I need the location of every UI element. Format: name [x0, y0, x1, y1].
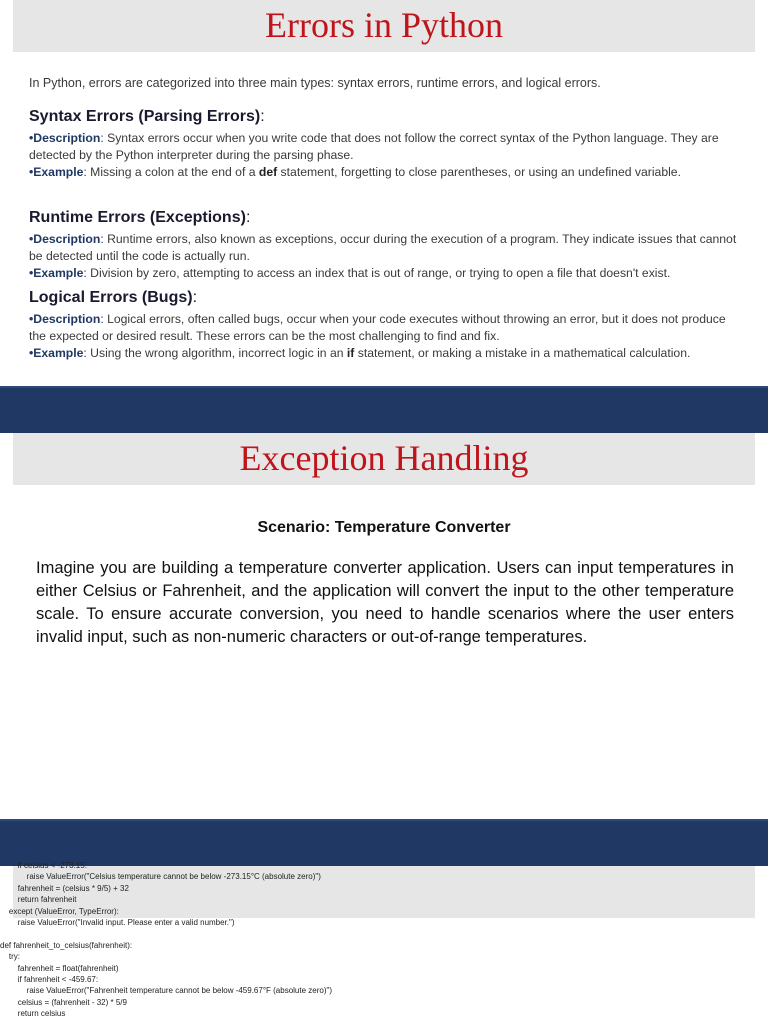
code-line: fahrenheit = (celsius * 9/5) + 32	[0, 883, 129, 893]
code-line: def fahrenheit_to_celsius(fahrenheit):	[0, 940, 133, 950]
code-line: fahrenheit = float(fahrenheit)	[0, 963, 119, 973]
scenario-description: Imagine you are building a temperature converter application. Users can input temperatures in either Celsius or Fahrenheit, and the application will convert the input to the other temperature scale. To ensure accurate conversion, you need to handle scenarios where the user enters invalid input, such as non-numeric characters or out-of-range temperatures.	[36, 559, 734, 646]
code-line: return celsius	[0, 1009, 66, 1019]
code-line: return fahrenheit	[0, 895, 77, 905]
code-line: raise ValueError("Invalid input. Please enter a valid number.")	[0, 918, 235, 928]
section-heading: Logical Errors (Bugs):	[29, 289, 198, 306]
code-line: if fahrenheit < -459.67:	[0, 975, 99, 985]
slide-separator-band	[0, 386, 768, 433]
code-line: raise ValueError("Celsius temperature cannot be below -273.15°C (absolute zero)")	[0, 872, 321, 882]
description-paragraph: •Description: Logical errors, often called bugs, occur when your code executes without throwing an error, but it does not produce the expected or desired result. These errors can be the most challenging to find and fix.	[29, 312, 726, 343]
slide-title: Errors in Python	[13, 0, 755, 52]
code-line: except (ValueError, TypeError):	[0, 906, 119, 916]
code-block	[0, 860, 768, 1020]
slide-code-example	[0, 861, 768, 1024]
example-paragraph: •Example: Missing a colon at the end of a def statement, forgetting to close parentheses, or using an undefined variable.	[29, 165, 681, 179]
slide-errors-in-python	[0, 0, 768, 386]
section-heading: Syntax Errors (Parsing Errors):	[29, 108, 265, 125]
slide-title: Exception Handling	[13, 433, 755, 485]
slide-separator-band	[0, 819, 768, 866]
example-paragraph: •Example: Division by zero, attempting to access an index that is out of range, or trying to open a file that doesn't exist.	[29, 266, 671, 280]
section-heading: Runtime Errors (Exceptions):	[29, 209, 251, 226]
section-logical-errors	[29, 288, 739, 362]
scenario-title: Scenario: Temperature Converter	[257, 519, 511, 536]
section-runtime-errors	[29, 208, 739, 282]
code-line	[0, 928, 768, 939]
code-line: celsius = (fahrenheit - 32) * 5/9	[0, 997, 127, 1007]
example-paragraph: •Example: Using the wrong algorithm, incorrect logic in an if statement, or making a mistake in a mathematical calculation.	[29, 346, 691, 360]
section-syntax-errors	[29, 107, 739, 181]
code-line: raise ValueError("Fahrenheit temperature cannot be below -459.67°F (absolute zero)")	[0, 986, 332, 996]
code-line: try:	[0, 952, 20, 962]
slide-exception-handling	[0, 433, 768, 819]
intro-text: In Python, errors are categorized into three main types: syntax errors, runtime errors, and logical errors.	[29, 76, 601, 90]
code-line: if celsius < -273.15:	[0, 861, 87, 870]
description-paragraph: •Description: Runtime errors, also known as exceptions, occur during the execution of a program. They indicate issues that cannot be detected until the code is actually run.	[29, 232, 737, 263]
description-paragraph: •Description: Syntax errors occur when you write code that does not follow the correct syntax of the Python language. They are detected by the Python interpreter during the parsing phase.	[29, 131, 719, 162]
